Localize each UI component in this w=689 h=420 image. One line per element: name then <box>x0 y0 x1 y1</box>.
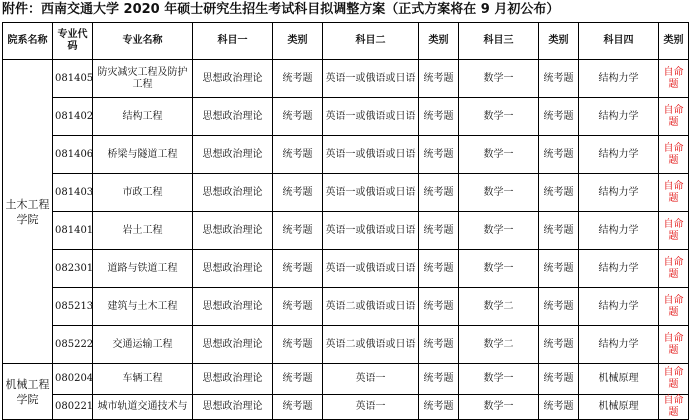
cat2-cell: 统考题 <box>419 395 459 420</box>
major-cell: 车辆工程 <box>93 364 193 395</box>
subj3-cell: 数学一 <box>459 364 539 395</box>
cat1-cell: 统考题 <box>273 364 323 395</box>
code-cell: 081406 <box>53 136 93 174</box>
cat3-cell: 统考题 <box>539 98 579 136</box>
header-dept: 院系名称 <box>3 23 53 60</box>
cat2-cell: 统考题 <box>419 174 459 212</box>
header-major: 专业名称 <box>93 23 193 60</box>
major-cell: 建筑与土木工程 <box>93 288 193 326</box>
subj4-cell: 机械原理 <box>579 395 659 420</box>
subj3-cell: 数学一 <box>459 60 539 98</box>
subj2-cell: 英语一或俄语或日语 <box>323 174 419 212</box>
cat1-cell: 统考题 <box>273 288 323 326</box>
header-cat2: 类别 <box>419 23 459 60</box>
subj4-cell: 结构力学 <box>579 174 659 212</box>
cat1-cell: 统考题 <box>273 250 323 288</box>
header-subj1: 科目一 <box>193 23 273 60</box>
subj1-cell: 思想政治理论 <box>193 212 273 250</box>
cat3-cell: 统考题 <box>539 395 579 420</box>
cat4-cell: 自命题 <box>659 250 689 288</box>
cat1-cell: 统考题 <box>273 395 323 420</box>
subj2-cell: 英语一或俄语或日语 <box>323 212 419 250</box>
major-cell: 市政工程 <box>93 174 193 212</box>
cat4-cell: 自命题 <box>659 364 689 395</box>
subj1-cell: 思想政治理论 <box>193 364 273 395</box>
code-cell: 081403 <box>53 174 93 212</box>
cat4-cell: 自命题 <box>659 212 689 250</box>
exam-subjects-table <box>2 22 689 420</box>
subj1-cell: 思想政治理论 <box>193 98 273 136</box>
subj3-cell: 数学一 <box>459 250 539 288</box>
subj3-cell: 数学一 <box>459 98 539 136</box>
subj1-cell: 思想政治理论 <box>193 250 273 288</box>
cat4-cell: 自命题 <box>659 60 689 98</box>
header-row <box>3 23 689 60</box>
table-row <box>3 212 689 250</box>
header-subj4: 科目四 <box>579 23 659 60</box>
cat2-cell: 统考题 <box>419 212 459 250</box>
subj2-cell: 英语二或俄语或日语 <box>323 288 419 326</box>
subj4-cell: 结构力学 <box>579 288 659 326</box>
table-row <box>3 326 689 364</box>
cat1-cell: 统考题 <box>273 60 323 98</box>
code-cell: 081405 <box>53 60 93 98</box>
cat4-cell: 自命题 <box>659 395 689 420</box>
cat2-cell: 统考题 <box>419 136 459 174</box>
cat3-cell: 统考题 <box>539 364 579 395</box>
header-subj2: 科目二 <box>323 23 419 60</box>
cat4-cell: 自命题 <box>659 288 689 326</box>
cat3-cell: 统考题 <box>539 60 579 98</box>
subj1-cell: 思想政治理论 <box>193 174 273 212</box>
cat3-cell: 统考题 <box>539 174 579 212</box>
subj4-cell: 机械原理 <box>579 364 659 395</box>
cat4-cell: 自命题 <box>659 326 689 364</box>
major-cell: 城市轨道交通技术与 <box>93 395 193 420</box>
cat3-cell: 统考题 <box>539 326 579 364</box>
header-subj3: 科目三 <box>459 23 539 60</box>
page-title: 附件：西南交通大学 2020 年硕士研究生招生考试科目拟调整方案（正式方案将在 9 月初公布） <box>2 2 560 17</box>
table-row <box>3 60 689 98</box>
subj2-cell: 英语二或俄语或日语 <box>323 326 419 364</box>
header-cat4: 类别 <box>659 23 689 60</box>
subj1-cell: 思想政治理论 <box>193 136 273 174</box>
dept-cell-civil: 土木工程学院 <box>3 60 53 364</box>
cat1-cell: 统考题 <box>273 136 323 174</box>
cat2-cell: 统考题 <box>419 98 459 136</box>
subj1-cell: 思想政治理论 <box>193 288 273 326</box>
subj2-cell: 英语一或俄语或日语 <box>323 60 419 98</box>
cat3-cell: 统考题 <box>539 212 579 250</box>
subj2-cell: 英语一或俄语或日语 <box>323 136 419 174</box>
header-code: 专业代码 <box>53 23 93 60</box>
cat3-cell: 统考题 <box>539 136 579 174</box>
subj1-cell: 思想政治理论 <box>193 60 273 98</box>
subj4-cell: 结构力学 <box>579 212 659 250</box>
code-cell: 082301 <box>53 250 93 288</box>
major-cell: 交通运输工程 <box>93 326 193 364</box>
cat2-cell: 统考题 <box>419 250 459 288</box>
cat4-cell: 自命题 <box>659 174 689 212</box>
code-cell: 080204 <box>53 364 93 395</box>
subj4-cell: 结构力学 <box>579 326 659 364</box>
header-cat3: 类别 <box>539 23 579 60</box>
subj2-cell: 英语一或俄语或日语 <box>323 98 419 136</box>
subj2-cell: 英语一 <box>323 364 419 395</box>
subj3-cell: 数学一 <box>459 395 539 420</box>
cat3-cell: 统考题 <box>539 288 579 326</box>
table-row <box>3 250 689 288</box>
cat2-cell: 统考题 <box>419 288 459 326</box>
cat2-cell: 统考题 <box>419 326 459 364</box>
subj4-cell: 结构力学 <box>579 250 659 288</box>
code-cell: 085213 <box>53 288 93 326</box>
subj3-cell: 数学二 <box>459 288 539 326</box>
code-cell: 081401 <box>53 212 93 250</box>
cat2-cell: 统考题 <box>419 364 459 395</box>
cat3-cell: 统考题 <box>539 250 579 288</box>
table-row <box>3 288 689 326</box>
code-cell: 085222 <box>53 326 93 364</box>
subj3-cell: 数学二 <box>459 326 539 364</box>
cat1-cell: 统考题 <box>273 326 323 364</box>
cat2-cell: 统考题 <box>419 60 459 98</box>
cat1-cell: 统考题 <box>273 212 323 250</box>
cat4-cell: 自命题 <box>659 98 689 136</box>
major-cell: 道路与铁道工程 <box>93 250 193 288</box>
major-cell: 结构工程 <box>93 98 193 136</box>
subj3-cell: 数学一 <box>459 174 539 212</box>
code-cell: 080221 <box>53 395 93 420</box>
table-row <box>3 174 689 212</box>
dept-cell-mech: 机械工程学院 <box>3 364 53 420</box>
subj2-cell: 英语一 <box>323 395 419 420</box>
cat4-cell: 自命题 <box>659 136 689 174</box>
subj3-cell: 数学一 <box>459 136 539 174</box>
major-cell: 桥梁与隧道工程 <box>93 136 193 174</box>
table-row <box>3 395 689 420</box>
major-cell: 岩土工程 <box>93 212 193 250</box>
cat1-cell: 统考题 <box>273 174 323 212</box>
subj4-cell: 结构力学 <box>579 98 659 136</box>
table-row <box>3 136 689 174</box>
table-row <box>3 98 689 136</box>
subj2-cell: 英语一或俄语或日语 <box>323 250 419 288</box>
cat1-cell: 统考题 <box>273 98 323 136</box>
major-cell: 防灾减灾工程及防护工程 <box>93 60 193 98</box>
subj3-cell: 数学一 <box>459 212 539 250</box>
header-cat1: 类别 <box>273 23 323 60</box>
table-row <box>3 364 689 395</box>
subj4-cell: 结构力学 <box>579 60 659 98</box>
code-cell: 081402 <box>53 98 93 136</box>
subj1-cell: 思想政治理论 <box>193 395 273 420</box>
subj1-cell: 思想政治理论 <box>193 326 273 364</box>
subj4-cell: 结构力学 <box>579 136 659 174</box>
